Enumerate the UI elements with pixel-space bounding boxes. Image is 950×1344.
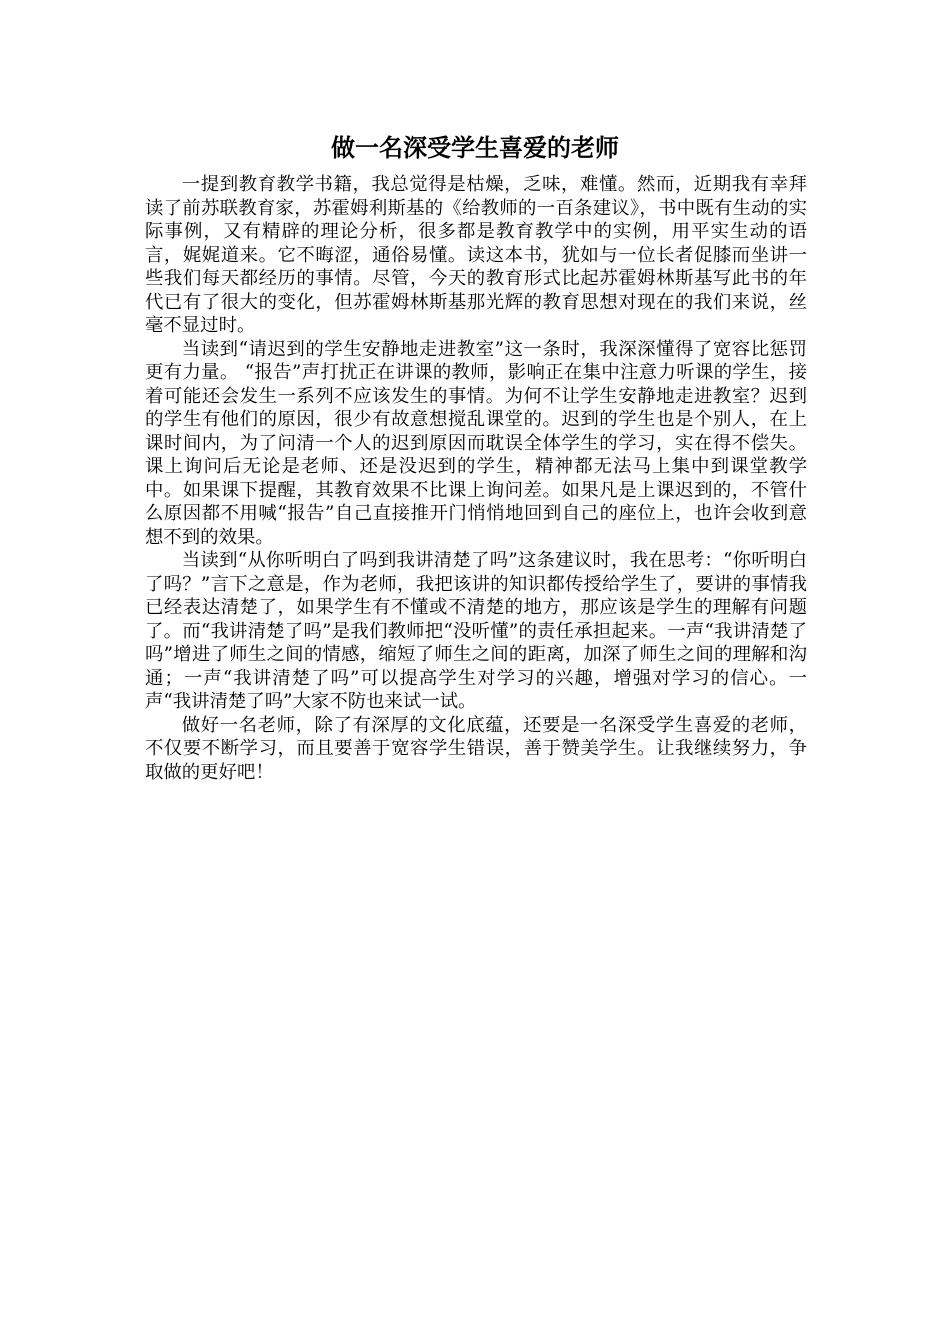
paragraph: 一提到教育教学书籍，我总觉得是枯燥，乏味，难懂。然而，近期我有幸拜读了前苏联教育家，苏霍姆利斯基的《给教师的一百条建议》，书中既有生动的实际事例，又有精辟的理论分析，很多都是教育教学中的实例，用平实生动的语言，娓娓道来。它不晦涩，通俗易懂。读这本书，犹如与一位长者促膝而坐讲一些我们每天都经历的事情。尽管，今天的教育形式比起苏霍姆林斯基写此书的年代已有了很大的变化，但苏霍姆林斯基那光辉的教育思想对现在的我们来说，丝毫不显过时。	[145, 174, 807, 336]
paragraph: 当读到“请迟到的学生安静地走进教室”这一条时，我深深懂得了宽容比惩罚更有力量。 “报告”声打扰正在讲课的教师，影响正在集中注意力听课的学生，接着可能还会发生一系列不应该发生的事情。为何不让学生安静地走进教室？迟到的学生有他们的原因，很少有故意想搅乱课堂的。迟到的学生也是个别人，在上课时间内，为了问清一个人的迟到原因而耽误全体学生的学习，实在得不偿失。课上询问后无论是老师、还是没迟到的学生，精神都无法马上集中到课堂教学中。如果课下提醒，其教育效果不比课上询问差。如果凡是上课迟到的，不管什么原因都不用喊“报告”自己直接推开门悄悄地回到自己的座位上，也许会收到意想不到的效果。	[145, 338, 807, 548]
document-body	[145, 173, 807, 784]
paragraph: 当读到“从你听明白了吗到我讲清楚了吗”这条建议时，我在思考：“你听明白了吗？”言下之意是，作为老师，我把该讲的知识都传授给学生了，要讲的事情我已经表达清楚了，如果学生有不懂或不清楚的地方，那应该是学生的理解有问题了。而“我讲清楚了吗”是我们教师把“没听懂”的责任承担起来。一声“我讲清楚了吗”增进了师生之间的情感，缩短了师生之间的距离，加深了师生之间的理解和沟通；一声“我讲清楚了吗”可以提高学生对学习的兴趣，增强对学习的信心。一声“我讲清楚了吗”大家不防也来试一试。	[145, 550, 807, 712]
paragraph: 做好一名老师，除了有深厚的文化底蕴，还要是一名深受学生喜爱的老师，不仅要不断学习，而且要善于宽容学生错误，善于赞美学生。让我继续努力，争取做的更好吧！	[145, 714, 807, 783]
document-title: 做一名深受学生喜爱的老师	[331, 134, 619, 162]
